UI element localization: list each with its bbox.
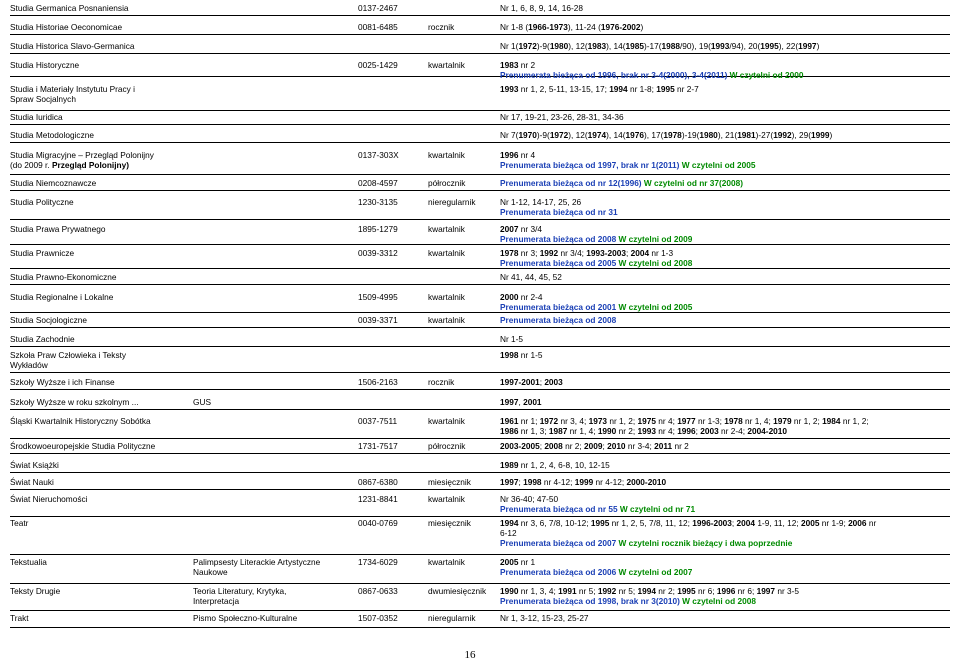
reading-room-note: W czytelni od nr 37(2008) [643, 178, 744, 188]
holdings-line: Nr 17, 19-21, 23-26, 28-31, 34-36 [500, 112, 624, 122]
journal-title: Szkoły Wyższe i ich Finanse [10, 377, 115, 387]
issn: 0137-303X [358, 150, 399, 160]
holdings-line: Nr 1-8 (1966-1973), 11-24 (1976-2002) [500, 22, 644, 32]
table-row [10, 60, 950, 80]
journal-title: Studia Prawnicze [10, 248, 75, 258]
journal-title: Środkowoeuropejskie Studia Polityczne [10, 441, 156, 451]
table-row [10, 130, 950, 143]
holdings-line: 1994 nr 3, 6, 7/8, 10-12; 1995 nr 1, 2, 5, 7/8, 11, 12; 1996-2003; 2004 1-9, 11, 12; 2005 nr 1-9; 2006 nr [500, 518, 877, 528]
holdings-line: 2000 nr 2-4 [500, 292, 543, 302]
table-row [10, 224, 950, 245]
holdings [500, 248, 692, 268]
reading-room-note: W czytelni od nr 71 [619, 504, 696, 514]
table-row [10, 197, 950, 220]
journal-title: Teatr [10, 518, 29, 528]
journal-title: Świat Nieruchomości [10, 494, 88, 504]
page-number: 16 [464, 649, 476, 661]
holdings-line [500, 567, 692, 577]
reading-room-note: W czytelni od 2000 [729, 70, 804, 80]
journal-title: Studia Prawno-Ekonomiczne [10, 272, 117, 282]
journal-title: Śląski Kwartalnik Historyczny Sobótka [10, 416, 151, 426]
journal-title: Studia Migracyjne – Przegląd Polonijny (do 2009 r. Przegląd Polonijny) [10, 150, 154, 170]
subscription-note: Prenumerata bieżąca od 1996, brak nr 3-4(2000), 3-4(2011) [500, 70, 730, 80]
reading-room-note: W czytelni od 2005 [681, 160, 756, 170]
holdings [500, 197, 618, 217]
holdings [500, 586, 799, 606]
frequency: kwartalnik [428, 494, 465, 504]
holdings-line [500, 538, 876, 548]
holdings [500, 150, 755, 170]
holdings [500, 518, 876, 548]
table-row [10, 613, 950, 628]
holdings [500, 557, 692, 577]
holdings-line [500, 160, 755, 170]
issn: 1230-3135 [358, 197, 398, 207]
table-row [10, 334, 950, 347]
holdings [500, 272, 562, 282]
frequency: półrocznik [428, 441, 466, 451]
frequency: miesięcznik [428, 518, 471, 528]
holdings [500, 397, 542, 407]
holdings-line: 1997; 1998 nr 4-12; 1999 nr 4-12; 2000-2010 [500, 477, 667, 487]
holdings [500, 224, 692, 244]
table-row [10, 586, 950, 611]
journal-title: Studia Historiae Oeconomicae [10, 22, 123, 32]
journal-title: Studia Regionalne i Lokalne [10, 292, 114, 302]
journal-title: Teksty Drugie [10, 586, 61, 596]
reading-room-note: W czytelni od 2008 [618, 258, 693, 268]
issn: 1731-7517 [358, 441, 398, 451]
frequency: dwumiesięcznik [428, 586, 487, 596]
journal-title: Studia i Materiały Instytutu Pracy i Spraw Socjalnych [10, 84, 135, 104]
holdings-line [500, 302, 692, 312]
table-row [10, 350, 950, 373]
holdings-line: 6-12 [500, 528, 517, 538]
holdings-line [500, 258, 692, 268]
subscription-note: Prenumerata bieżąca od 2008 [500, 234, 619, 244]
holdings-line: 1990 nr 1, 3, 4; 1991 nr 5; 1992 nr 5; 1994 nr 2; 1995 nr 6; 1996 nr 6; 1997 nr 3-5 [500, 586, 800, 596]
reading-room-note: W czytelni rocznik bieżący i dwa poprzednie [618, 538, 793, 548]
holdings [500, 494, 695, 514]
holdings-line [500, 207, 618, 217]
journal-subtitle: Teoria Literatury, Krytyka, Interpretacja [193, 586, 287, 606]
table-row [10, 557, 950, 584]
subscription-note: Prenumerata bieżąca od 2007 [500, 538, 619, 548]
holdings-line: 2007 nr 3/4 [500, 224, 542, 234]
issn: 1895-1279 [358, 224, 398, 234]
subscription-note: Prenumerata bieżąca od 1997, brak nr 1(2011) [500, 160, 682, 170]
holdings-line: Nr 1-12, 14-17, 25, 26 [500, 197, 582, 207]
issn: 1509-4995 [358, 292, 398, 302]
frequency: kwartalnik [428, 224, 465, 234]
subscription-note: Prenumerata bieżąca od nr 55 [500, 504, 620, 514]
table-row [10, 22, 950, 35]
holdings-line: Nr 36-40; 47-50 [500, 494, 559, 504]
journal-subtitle: Palimpsesty Literackie Artystyczne Naukowe [193, 557, 321, 577]
holdings-line [500, 178, 743, 188]
subscription-note: Prenumerata bieżąca od 2008 [500, 315, 617, 325]
issn: 1506-2163 [358, 377, 398, 387]
holdings [500, 460, 610, 470]
subscription-note: Prenumerata bieżąca od nr 12(1996) [500, 178, 644, 188]
holdings-line: 1983 nr 2 [500, 60, 536, 70]
holdings-line: 1997-2001; 2003 [500, 377, 563, 387]
holdings [500, 477, 666, 487]
table-row [10, 377, 950, 390]
holdings-line: 2005 nr 1 [500, 557, 536, 567]
reading-room-note: W czytelni od 2007 [618, 567, 693, 577]
subscription-note: Prenumerata bieżąca od 1998, brak nr 3(2010) [500, 596, 683, 606]
frequency: kwartalnik [428, 150, 465, 160]
holdings [500, 416, 869, 436]
holdings [500, 84, 699, 94]
holdings-line: 1961 nr 1; 1972 nr 3, 4; 1973 nr 1, 2; 1975 nr 4; 1977 nr 1-3; 1978 nr 1, 4; 1979 nr 1, 2; 1984 nr 1, 2; [500, 416, 869, 426]
holdings-line: 1989 nr 1, 2, 4, 6-8, 10, 12-15 [500, 460, 610, 470]
holdings-line: 1978 nr 3; 1992 nr 3/4; 1993-2003; 2004 nr 1-3 [500, 248, 674, 258]
table-row [10, 84, 950, 111]
holdings-line [500, 504, 695, 514]
holdings-line: Nr 1, 3-12, 15-23, 25-27 [500, 613, 589, 623]
journal-title: Studia Iuridica [10, 112, 63, 122]
journal-title: Szkoła Praw Człowieka i Teksty Wykładów [10, 350, 127, 370]
journal-subtitle: GUS [193, 397, 211, 407]
reading-room-note: W czytelni od 2009 [618, 234, 693, 244]
journal-title: Tekstualia [10, 557, 47, 567]
table-row [10, 248, 950, 269]
frequency: kwartalnik [428, 292, 465, 302]
journal-title: Studia Niemcoznawcze [10, 178, 97, 188]
subscription-note: Prenumerata bieżąca od 2005 [500, 258, 619, 268]
issn: 1231-8841 [358, 494, 398, 504]
holdings [500, 315, 616, 325]
frequency: kwartalnik [428, 315, 465, 325]
table-row [10, 112, 950, 125]
table-row [10, 518, 950, 555]
holdings [500, 350, 542, 360]
issn: 1734-6029 [358, 557, 398, 567]
holdings-line: Nr 1, 6, 8, 9, 14, 16-28 [500, 3, 584, 13]
issn: 1507-0352 [358, 613, 398, 623]
issn: 0039-3312 [358, 248, 398, 258]
table-row [10, 41, 950, 54]
holdings-line: Nr 7(1970)-9(1972), 12(1974), 14(1976), 17(1978)-19(1980), 21(1981)-27(1992), 29(1999) [500, 130, 833, 140]
table-row [10, 397, 950, 410]
frequency: nieregularnik [428, 613, 476, 623]
holdings-line: 1998 nr 1-5 [500, 350, 543, 360]
journal-title: Studia Historica Slavo-Germanica [10, 41, 135, 51]
frequency: kwartalnik [428, 60, 465, 70]
holdings [500, 112, 624, 122]
holdings-line [500, 596, 799, 606]
reading-room-note: W czytelni od 2008 [682, 596, 756, 606]
subscription-note: Prenumerata bieżąca od nr 31 [500, 207, 618, 217]
table-row [10, 441, 950, 454]
journal-title: Studia Zachodnie [10, 334, 75, 344]
holdings-line: 1993 nr 1, 2, 5-11, 13-15, 17; 1994 nr 1-8; 1995 nr 2-7 [500, 84, 699, 94]
journal-title: Studia Germanica Posnaniensia [10, 3, 129, 13]
journal-title: Studia Prawa Prywatnego [10, 224, 106, 234]
table-row [10, 494, 950, 517]
holdings [500, 613, 589, 623]
holdings-line: 1997, 2001 [500, 397, 542, 407]
journal-title: Studia Polityczne [10, 197, 74, 207]
journal-title: Studia Historyczne [10, 60, 80, 70]
frequency: kwartalnik [428, 416, 465, 426]
holdings [500, 60, 803, 80]
holdings [500, 130, 832, 140]
holdings [500, 334, 523, 344]
holdings [500, 441, 689, 451]
journal-title: Świat Nauki [10, 477, 54, 487]
holdings-line: 2003-2005; 2008 nr 2; 2009; 2010 nr 3-4; 2011 nr 2 [500, 441, 689, 451]
issn: 0208-4597 [358, 178, 398, 188]
subscription-note: Prenumerata bieżąca od 2006 [500, 567, 619, 577]
frequency: rocznik [428, 22, 455, 32]
holdings-line [500, 234, 692, 244]
issn: 0037-7511 [358, 416, 398, 426]
issn: 0137-2467 [358, 3, 398, 13]
holdings-line: Nr 1-5 [500, 334, 524, 344]
journal-title: Studia Socjologiczne [10, 315, 88, 325]
frequency: nieregularnik [428, 197, 476, 207]
table-row [10, 477, 950, 490]
holdings [500, 41, 819, 51]
holdings-line: 1986 nr 1, 3; 1987 nr 1, 4; 1990 nr 2; 1993 nr 4; 1996; 2003 nr 2-4; 2004-2010 [500, 426, 788, 436]
table-row [10, 150, 950, 175]
issn: 0039-3371 [358, 315, 398, 325]
issn: 0040-0769 [358, 518, 398, 528]
frequency: miesięcznik [428, 477, 471, 487]
table-row [10, 272, 950, 285]
journal-title: Studia Metodologiczne [10, 130, 94, 140]
holdings [500, 22, 643, 32]
journal-title: Świat Książki [10, 460, 59, 470]
holdings-line: Nr 1(1972)-9(1980), 12(1983), 14(1985)-17(1988/90), 19(1993/94), 20(1995), 22(1997) [500, 41, 820, 51]
table-row [10, 292, 950, 313]
issn: 0867-0633 [358, 586, 398, 596]
holdings-line [500, 70, 803, 80]
issn: 0867-6380 [358, 477, 398, 487]
issn: 0025-1429 [358, 60, 398, 70]
table-row [10, 416, 950, 439]
table-row [10, 178, 950, 191]
holdings-line: 1996 nr 4 [500, 150, 536, 160]
issn: 0081-6485 [358, 22, 398, 32]
holdings [500, 178, 743, 188]
frequency: kwartalnik [428, 248, 465, 258]
holdings-line [500, 315, 616, 325]
holdings [500, 3, 583, 13]
journal-subtitle: Pismo Społeczno-Kulturalne [193, 613, 298, 623]
table-row [10, 3, 950, 16]
subscription-note: Prenumerata bieżąca od 2001 [500, 302, 619, 312]
table-row [10, 315, 950, 328]
reading-room-note: W czytelni od 2005 [618, 302, 693, 312]
frequency: rocznik [428, 377, 455, 387]
table-row [10, 460, 950, 473]
holdings-line: Nr 41, 44, 45, 52 [500, 272, 562, 282]
journal-title: Trakt [10, 613, 29, 623]
frequency: półrocznik [428, 178, 466, 188]
holdings [500, 377, 563, 387]
holdings [500, 292, 692, 312]
journal-title: Szkoły Wyższe w roku szkolnym ... [10, 397, 139, 407]
frequency: kwartalnik [428, 557, 465, 567]
